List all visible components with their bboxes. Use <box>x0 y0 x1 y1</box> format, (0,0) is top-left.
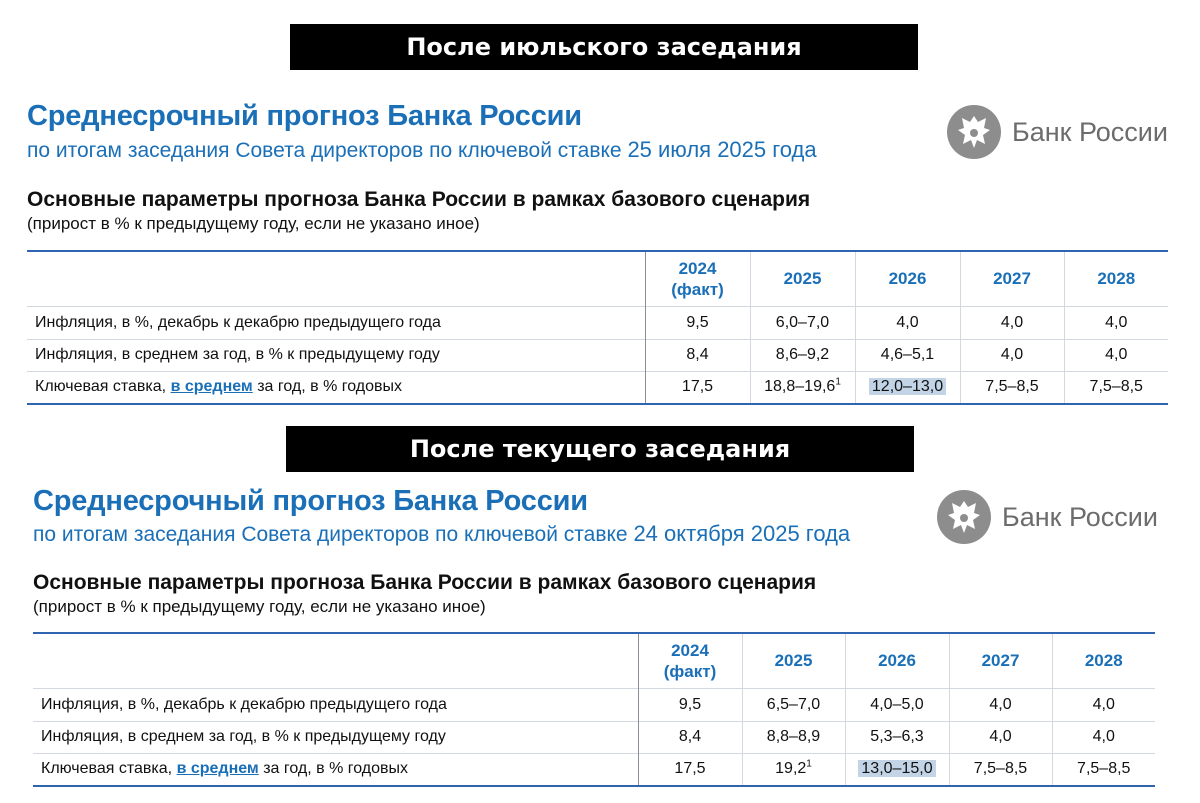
meeting-date: 24 октября 2025 года <box>633 521 851 546</box>
row-label-end: за год, в % годовых <box>263 760 409 778</box>
double-headed-eagle-emblem-icon <box>936 489 992 545</box>
cell-value: 4,0 <box>855 306 960 339</box>
cell-value-footnoted <box>742 753 845 786</box>
cell-value: 8,4 <box>645 339 750 371</box>
cell-value: 4,6–5,1 <box>855 339 960 371</box>
row-label: Инфляция, в %, декабрь к декабрю предыдущего года <box>33 688 638 721</box>
cell-text: 19,2 <box>775 760 807 778</box>
table-heading: Основные параметры прогноза Банка России в рамках базового сценария <box>33 571 817 594</box>
row-label-end: за год, в % годовых <box>257 378 403 396</box>
column-header-2026: 2026 <box>845 633 949 688</box>
fact-label: (факт) <box>663 661 717 681</box>
highlighted-value: 12,0–13,0 <box>869 378 946 395</box>
table-header-row <box>33 633 1155 688</box>
cell-value: 4,0 <box>949 721 1052 753</box>
cell-value: 4,0 <box>949 688 1052 721</box>
row-label <box>33 753 638 786</box>
cell-value: 6,0–7,0 <box>750 306 855 339</box>
cell-text: 18,8–19,6 <box>764 378 836 396</box>
cell-value: 8,8–8,9 <box>742 721 845 753</box>
cell-value: 4,0 <box>1064 306 1168 339</box>
cell-value: 7,5–8,5 <box>960 371 1064 404</box>
row-label: Инфляция, в среднем за год, в % к предыдущему году <box>33 721 638 753</box>
forecast-title: Среднесрочный прогноз Банка России <box>27 100 582 132</box>
year-label: 2024 <box>678 258 717 278</box>
cell-value: 17,5 <box>638 753 742 786</box>
cell-value: 4,0 <box>1052 721 1155 753</box>
section-banner: После текущего заседания <box>286 426 914 472</box>
cell-value: 8,6–9,2 <box>750 339 855 371</box>
column-header-2026: 2026 <box>855 251 960 306</box>
table-note: (прирост в % к предыдущему году, если не указано иное) <box>27 214 480 233</box>
footnote-marker: 1 <box>835 376 841 388</box>
cell-value: 4,0 <box>960 339 1064 371</box>
forecast-title: Среднесрочный прогноз Банка России <box>33 485 588 517</box>
cell-value-highlighted <box>845 753 949 786</box>
cell-value: 9,5 <box>645 306 750 339</box>
forecast-subtitle <box>33 521 850 547</box>
table-row <box>33 688 1155 721</box>
logo-text: Банк России <box>1012 116 1168 147</box>
section-banner: После июльского заседания <box>290 24 918 70</box>
forecast-table <box>33 632 1155 787</box>
cell-value: 7,5–8,5 <box>949 753 1052 786</box>
highlighted-value: 13,0–15,0 <box>858 760 935 777</box>
cell-value: 4,0 <box>1052 688 1155 721</box>
table-row <box>33 721 1155 753</box>
cell-value: 7,5–8,5 <box>1052 753 1155 786</box>
bank-logo <box>936 489 1158 545</box>
logo-text: Банк России <box>1002 501 1158 532</box>
column-header-2025: 2025 <box>742 633 845 688</box>
row-label-start: Ключевая ставка, <box>41 760 173 778</box>
cell-value: 4,0 <box>960 306 1064 339</box>
cell-value: 4,0 <box>1064 339 1168 371</box>
footnote-marker: 1 <box>806 758 812 770</box>
cell-value: 4,0–5,0 <box>845 688 949 721</box>
subtitle-text: по итогам заседания Совета директоров по ключевой ставке <box>33 523 628 546</box>
table-note: (прирост в % к предыдущему году, если не указано иное) <box>33 597 486 616</box>
table-row <box>33 753 1155 786</box>
row-label-start: Ключевая ставка, <box>35 378 167 396</box>
column-header-2028: 2028 <box>1052 633 1155 688</box>
column-header-2027: 2027 <box>960 251 1064 306</box>
header-blank <box>33 633 638 688</box>
cell-value: 5,3–6,3 <box>845 721 949 753</box>
subtitle-text: по итогам заседания Совета директоров по ключевой ставке <box>27 139 622 162</box>
column-header-2028: 2028 <box>1064 251 1168 306</box>
cell-value: 7,5–8,5 <box>1064 371 1168 404</box>
column-header-2025: 2025 <box>750 251 855 306</box>
row-label: Инфляция, в среднем за год, в % к предыдущему году <box>27 339 645 371</box>
cell-value: 8,4 <box>638 721 742 753</box>
cell-value: 6,5–7,0 <box>742 688 845 721</box>
emphasized-term: в среднем <box>176 760 259 778</box>
column-header-2024 <box>638 633 742 688</box>
fact-label: (факт) <box>671 279 724 299</box>
table-heading: Основные параметры прогноза Банка России в рамках базового сценария <box>27 188 811 211</box>
row-label: Инфляция, в %, декабрь к декабрю предыдущего года <box>27 306 645 339</box>
cell-value: 9,5 <box>638 688 742 721</box>
emphasized-term: в среднем <box>170 378 253 396</box>
year-label: 2024 <box>671 640 709 660</box>
meeting-date: 25 июля 2025 года <box>627 137 817 162</box>
cell-value: 17,5 <box>645 371 750 404</box>
column-header-2027: 2027 <box>949 633 1052 688</box>
